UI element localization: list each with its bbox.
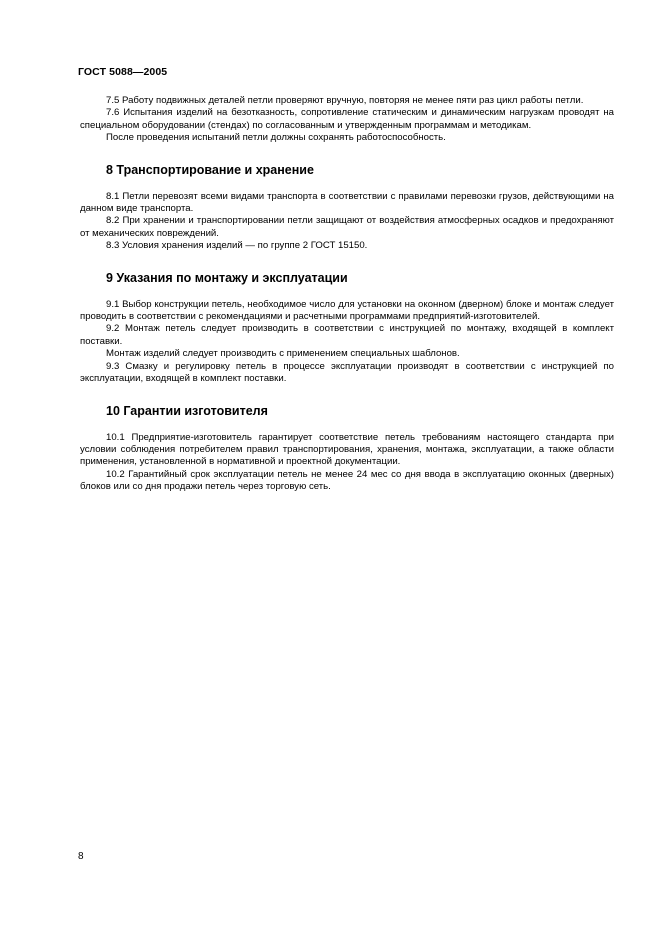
paragraph-10-1: 10.1 Предприятие-изготовитель гарантирует соответствие петель требованиям настоящего стандарта при условии соблюдения потребителем правил транспортирования, хранения, монтажа, эксплуатации, а также области применения, установленной в нормативной и проектной документации. (80, 431, 614, 468)
paragraph-9-3: 9.3 Смазку и регулировку петель в процессе эксплуатации производят в соответствии с инструкцией по эксплуатации, входящей в комплект поставки. (80, 360, 614, 385)
document-body (80, 95, 614, 494)
paragraph-8-2: 8.2 При хранении и транспортировании петли защищают от воздействия атмосферных осадков и предохраняют от механических повреждений. (80, 215, 614, 239)
paragraph-9-1: 9.1 Выбор конструкции петель, необходимое число для установки на оконном (дверном) блоке и монтаж следует проводить в соответствии с рекомендациями и расчетными программами предприятий-изготовителей. (80, 298, 614, 323)
section-10-heading: 10 Гарантии изготовителя (106, 403, 268, 418)
paragraph-9-2: 9.2 Монтаж петель следует производить в соответствии с инструкцией по монтажу, входящей в комплект поставки. (80, 323, 614, 347)
paragraph-8-1: 8.1 Петли перевозят всеми видами транспорта в соответствии с правилами перевозки грузов, действующими на данном виде транспорта. (80, 190, 614, 215)
paragraph-7-6: 7.6 Испытания изделий на безотказность, сопротивление статическим и динамическим нагрузкам проводят на специальном оборудовании (стендах) по согласованным и утвержденным программам и методикам. (80, 107, 614, 131)
section-8-heading: 8 Транспортирование и хранение (106, 162, 314, 177)
paragraph-7-6-note: После проведения испытаний петли должны сохранять работоспособность. (106, 132, 446, 144)
paragraph-9-2-note: Монтаж изделий следует производить с применением специальных шаблонов. (106, 348, 460, 360)
paragraph-8-3: 8.3 Условия хранения изделий — по группе 2 ГОСТ 15150. (106, 240, 368, 252)
document-id: ГОСТ 5088—2005 (78, 66, 168, 78)
paragraph-10-2: 10.2 Гарантийный срок эксплуатации петель не менее 24 мес со дня ввода в эксплуатацию оконных (дверных) блоков или со дня продажи петель через торговую сеть. (80, 468, 614, 493)
paragraph-7-5: 7.5 Работу подвижных деталей петли проверяют вручную, повторяя не менее пяти раз цикл работы петли. (106, 95, 584, 106)
section-9-heading: 9 Указания по монтажу и эксплуатации (106, 270, 348, 285)
page-number: 8 (78, 851, 84, 862)
